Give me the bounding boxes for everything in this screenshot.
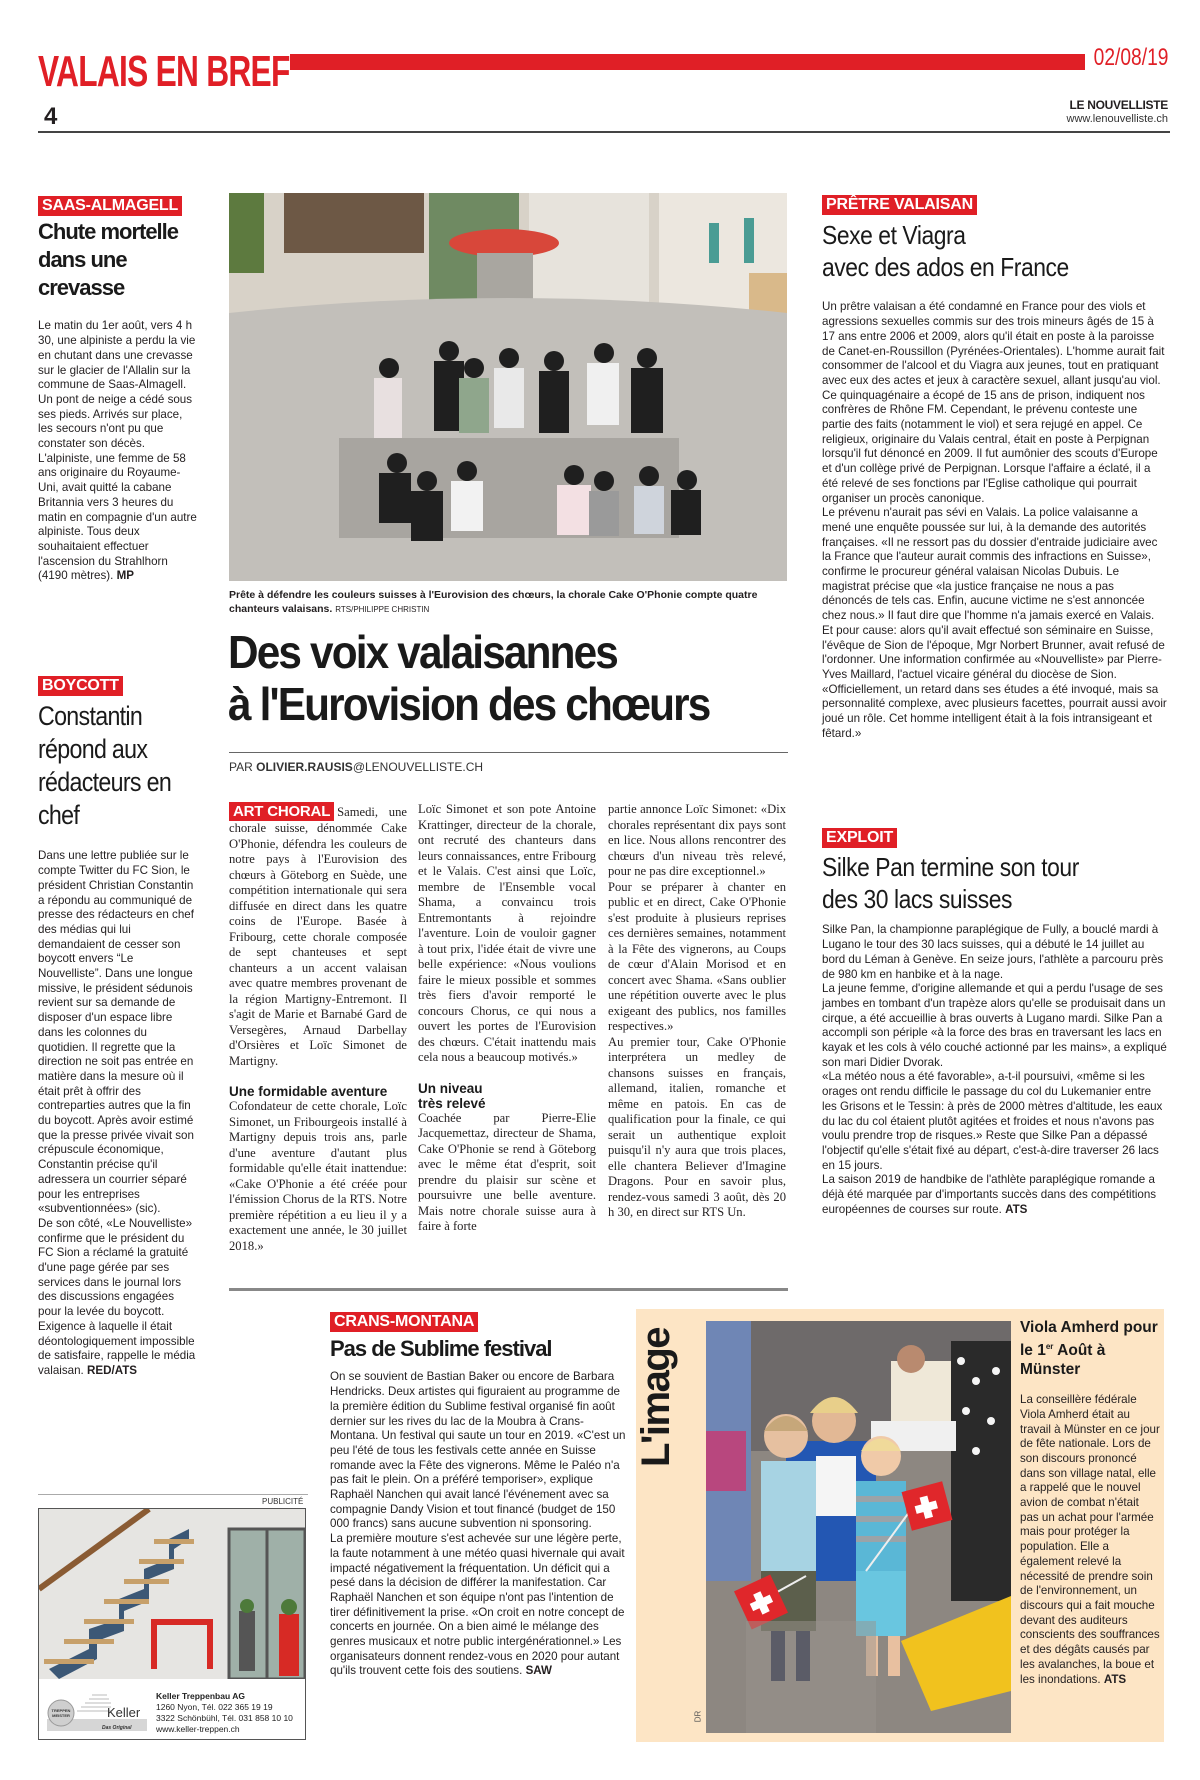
byline: PAR OLIVIER.RAUSIS@LENOUVELLISTE.CH xyxy=(229,760,484,774)
headline: Sexe et Viagra avec des ados en France xyxy=(822,220,1069,283)
headline: Silke Pan termine son tour des 30 lacs suisses xyxy=(822,852,1079,915)
article-exploit xyxy=(822,828,1167,1217)
kicker: BOYCOTT xyxy=(38,676,123,696)
article-boycott xyxy=(38,676,198,1379)
photo-caption: Prête à défendre les couleurs suisses à l'Eurovision des chœurs, la chorale Cake O'Phonie compte quatre chanteurs valaisans. RTS/PHILIPPE CHRISTIN xyxy=(229,589,758,615)
paragraph: partie annonce Loïc Simonet: «Dix chorales représentant dix pays sont en lice. Nous allons rencontrer des chœurs d'un niveau très relevé, pour ne pas dire exceptionnel.» xyxy=(608,802,786,878)
signature: RED/ATS xyxy=(87,1364,138,1377)
header-rule xyxy=(38,131,1170,133)
image-photo-credit: DR xyxy=(693,1710,703,1723)
svg-text:Das Original: Das Original xyxy=(102,1725,132,1731)
paragraph: Au premier tour, Cake O'Phonie interprétera un medley de chansons suisses en français, allemand, italien, romanche et même en patois. En cas de qualification pour la finale, ce qui serait un authentique exploit puisqu'il n'y aura que trois places, elle chantera Believer d'Imagine Dragons. Pour en savoir plus, rendez-vous samedi 3 août, dès 20 h 30, en direct sur RTS Un. xyxy=(608,1034,786,1219)
kicker: CRANS-MONTANA xyxy=(330,1312,478,1332)
paragraph: Cofondateur de cette chorale, Loïc Simonet, un Fribourgeois installé à Martigny depuis trois ans, parle d'une aventure d'autant plus formidable qu'elle était inattendue: «Cake O'Phonie a été créée pour l'émission Chorus de la RTS. Notre première répétition a eu lieu il y a exactement une année, le 30 juillet 2018.» xyxy=(229,1099,407,1253)
article-body: De son côté, «Le Nouvelliste» confirme que le président du FC Sion a réclamé la gratuité d'une page gérée par ses services dans le journal lors des discussions engagées pour la levée du boycott. Exigence à laquelle il était déontologiquement impossible de satisfaire, rappelle le média valaisan. RED/ATS xyxy=(38,1216,196,1377)
ad-photo xyxy=(39,1509,305,1679)
ad-rule xyxy=(38,1494,308,1495)
article-crans-montana xyxy=(330,1312,630,1679)
signature: SAW xyxy=(525,1664,552,1678)
article-pretre-valaisan xyxy=(822,195,1167,741)
subheading: Un niveau très relevé xyxy=(418,1080,486,1111)
headline: Constantin répond aux rédacteurs en chef xyxy=(38,701,172,831)
author-email[interactable]: OLIVIER.RAUSIS xyxy=(256,760,353,774)
paragraph: Pour se préparer à chanter en public et en direct, Cake O'Phonie s'est produite à plusieurs reprises ces dernières semaines, notamment à la Fête des vignerons, au Coups de cœur d'Alain Morisod et en concert avec Shama. «Sans oublier une répétition ouverte avec le plus exigeant des publics, nos familles respectives.» xyxy=(608,879,786,1033)
advertisement[interactable] xyxy=(38,1508,306,1740)
article-body: La conseillère fédérale Viola Amherd était au travail à Münster en ce jour de fête nationale. Lors de son discours prononcé dans son village natal, elle a rappelé que le nouvel avion de combat n'était pas un achat pour l'armée mais pour protéger la population. Elle a également relevé la nécessité de prendre soin de l'environnement, un discours qui a fait mouche devant des auditeurs conscients des souffrances et des dégâts causés par les avalanches, la boue et les inondations. ATS xyxy=(1020,1393,1160,1686)
page-number: 4 xyxy=(44,103,58,130)
image-feature-text xyxy=(1020,1318,1160,1687)
ad-contact-info: Keller Treppenbau AG 1260 Nyon, Tél. 022 365 19 19 3322 Schönbühl, Tél. 031 858 10 10 www.keller-treppen.ch xyxy=(156,1691,293,1734)
paragraph: Loïc Simonet et son pote Antoine Krattinger, directeur de la chorale, ont recruté des chanteurs dans leurs connaissances, entre Fribourg et le Valais. C'est ainsi que Loïc, membre de l'Ensemble vocal Shama, a convaincu trois Entremontants à rejoindre l'aventure. Loin de vouloir gagner à tout prix, l'idée était de vivre une belle expérience: «Nous voulions faire le mieux possible et sommes très fiers d'avoir remporté le concours Chorus, ce qui nous a ouvert les portes de l'Eurovision des chœurs. C'était inattendu mais cela nous a beaucoup motivés.» xyxy=(418,802,596,1064)
brand-url[interactable]: www.lenouvelliste.ch xyxy=(1066,113,1168,125)
svg-text:Keller: Keller xyxy=(107,1705,141,1720)
signature: MP xyxy=(116,569,135,583)
subheading: Une formidable aventure xyxy=(229,1084,388,1100)
image-feature-photo xyxy=(706,1321,1011,1733)
kicker: EXPLOIT xyxy=(822,828,897,848)
article-body: On se souvient de Bastian Baker ou encore de Barbara Hendricks. Deux artistes qui figuraient au programme de la première édition du Sublime festival organisé fin août dernier sur les rives du lac de la Moubra à Crans-Montana. Un festival qui saute un tour en 2019. «C'est un peu l'été de tous les festivals cette année en Suisse romande avec la Fête des vignerons. Même le Paléo n'a pas fait le plein. On a préféré temporiser», explique Raphaël Nanchen qui avait lancé l'événement avec sa compagnie Dandy Vision et tout financé (budget de 150 000 francs) sans aucune subvention ni sponsoring. La première mouture s'est achevée sur une légère perte, la faute notamment à une météo quasi hivernale qui avait impacté négativement la fréquentation. Un déficit qui a pesé dans la décision de différer la manifestation. Car Raphaël Nanchen et son équipe n'ont pas l'intention de tirer définitivement la prise. «On croit en notre concept de concerts en journée. On a bien aimé le mélange des genres musicaux et notre public intergénérationnel.» Les organisateurs donnent rendez-vous en 2020 pour autant qu'ils trouvent cette fois des soutiens. SAW xyxy=(330,1370,626,1678)
ad-website[interactable]: www.keller-treppen.ch xyxy=(156,1724,240,1734)
signature: ATS xyxy=(1103,1672,1127,1686)
headline: Chute mortelle dans une crevasse xyxy=(38,219,179,301)
article-column-3 xyxy=(608,802,786,1221)
brand-name: LE NOUVELLISTE xyxy=(1069,98,1168,112)
main-photo xyxy=(229,193,787,581)
byline-rule xyxy=(229,752,788,753)
headline: Pas de Sublime festival xyxy=(330,1336,552,1362)
ad-company: Keller Treppenbau AG xyxy=(156,1691,245,1701)
header-red-bar xyxy=(290,54,1085,70)
headline: Viola Amherd pour le 1er Août à Münster xyxy=(1020,1319,1158,1379)
article-column-1 xyxy=(229,802,407,1254)
article-body: Le matin du 1er août, vers 4 h 30, une alpiniste a perdu la vie en chutant dans une crevasse sur le glacier de l'Allalin sur la commune de Saas-Almagell. Un pont de neige a cédé sous ses pieds. Arrivés sur place, les secours n'ont pu que constater son décès. L'alpiniste, une femme de 58 ans originaire du Royaume-Uni, avait quitté la cabane Britannia vers 3 heures du matin en compagnie d'un autre alpiniste. Tous deux souhaitaient effectuer l'ascension du Strahlhorn (4190 mètres). MP xyxy=(38,319,197,583)
photo-credit: RTS/PHILIPPE CHRISTIN xyxy=(335,605,430,614)
ad-logo xyxy=(47,1689,147,1735)
svg-text:MEISTER: MEISTER xyxy=(52,1713,70,1718)
article-column-2 xyxy=(418,802,596,1235)
kicker: ART CHORAL xyxy=(229,802,334,821)
ad-label: PUBLICITÉ xyxy=(262,1497,304,1506)
kicker: PRÊTRE VALAISAN xyxy=(822,195,977,215)
svg-text:TREPPEN: TREPPEN xyxy=(51,1708,71,1713)
article-body: Dans une lettre publiée sur le compte Twitter du FC Sion, le président Christian Constantin a répondu au communiqué de presse des rédacteurs en chef des médias qui lui demandaient de cesser son boycott envers “Le Nouvelliste”. Dans une longue missive, le président sédunois revient sur sa demande de disposer d'un espace libre dans les colonnes du quotidien. Il regrette que la direction ne soit pas entrée en matière dans la mesure où il était prêt à offrir des contreparties autres que la fin du boycott. Après avoir estimé que la presse privée vivait son crépuscule économique, Constantin précise qu'il adressera un courrier séparé pour les entreprises «subventionnées» (sic). xyxy=(38,849,194,1216)
main-article-end-rule xyxy=(229,1288,788,1291)
section-title: VALAIS EN BREF xyxy=(38,47,290,96)
signature: ATS xyxy=(1005,1202,1028,1216)
article-saas-almagell xyxy=(38,196,198,584)
article-body: Un prêtre valaisan a été condamné en France pour des viols et agressions sexuelles commis sur des trois mineurs âgés de 15 à 17 ans entre 2006 et 2009, alors qu'il était en poste à la paroisse de Canet-en-Roussillon (Pyrénées-Orientales). L'homme aurait fait consommer de l'alcool et du Viagra aux jeunes, tout en pratiquant avec eux des actes et jeux à caractère sexuel, allant jusqu'au viol. Ce quinquagénaire a écopé de 15 ans de prison, indiquent nos confrères de Rhône FM. Cependant, le prévenu conteste une partie des faits (notamment le viol) et sera rejugé en appel. Ce religieux, originaire du Valais central, était en poste à Perpignan lorsqu'il fut dénoncé en 2009. Il fut aumônier des scouts d'Europe et d'un collège privé de Perpignan. Lorsque l'affaire a éclaté, il a été relevé de ses fonctions par l'Eglise catholique qui pourrait organiser un procès canonique. Le prévenu n'aurait pas sévi en Valais. La police valaisanne a mené une enquête poussée sur lui, à la demande des autorités françaises. «Il ne ressort pas du dossier d'entraide judiciaire avec la France que l'auteur aurait commis des infractions en Suisse», confirme le procureur général valaisan Nicolas Dubuis. Le magistrat précise que «la justice française ne nous a pas dénoncés de tels cas. Enfin, aucune victime ne s'est annoncée chez nous.» Il faut dire que l'homme n'a jamais exercé en Valais. Et pour cause: alors qu'il avait effectué son séminaire en Suisse, l'évêque de Sion de l'époque, Mgr Norbert Brunner, avait refusé de l'ordonner. Une information confirmée au «Nouvelliste» par Pierre-Yves Maillard, l'actuel vicaire général du diocèse de Sion. «Officiellement, un retard dans ses études a été invoqué, mais sa personnalité complexe, avec plusieurs facettes, pourrait aussi avoir joué un rôle. Cet homme intelligent était à la fois intransigeant et fêtard.» xyxy=(822,300,1167,740)
article-body: Silke Pan, la championne paraplégique de Fully, a bouclé mardi à Lugano le tour des 30 lacs suisses, qui a débuté le 14 juillet au bord du Léman à Genève. En seize jours, l'athlète a parcouru près de 980 km en hanbike et à la nage. La jeune femme, d'origine allemande et qui a perdu l'usage de ses jambes en tombant d'un trapèze alors qu'elle se produisait dans un cirque, a été accueillie à bras ouverts à Lugano mardi. Silke Pan a accompli son périple «à la force des bras en traversant les lacs en kayak et les cols à vélo couché actionné par les mains», a expliqué son mari Didier Dvorak. «La météo nous a été favorable», a-t-il poursuivi, «même si les orages ont rendu difficile le passage du col du Lukemanier entre les Grisons et le Tessin: à près de 2000 mètres d'altitude, les eaux du lac du col étaient plutôt agitées et froides et nous n'avons pas voulu prendre trop de risques.» Reste que Silke Pan a dépassé l'objectif qu'elle s'était fixé au départ, c'est-à-dire traverser 26 lacs en 15 jours. La saison 2019 de handbike de l'athlète paraplégique romande a déjà été marquée par d'importants succès dans des compétitions européennes de courses sur route. ATS xyxy=(822,923,1167,1216)
kicker: SAAS-ALMAGELL xyxy=(38,196,182,216)
issue-date: 02/08/19 xyxy=(1093,44,1168,71)
paragraph: Coachée par Pierre-Elie Jacquemettaz, directeur de Shama, Cake O'Phonie se rend à Göteborg avec le même état d'esprit, soit prendre du plaisir sur scène et poursuivre une belle aventure. Mais notre chorale suisse aura à faire à forte xyxy=(418,1110,596,1233)
paragraph: ART CHORAL Samedi, une chorale suisse, dénommée Cake O'Phonie, défendra les couleurs de notre pays à l'Eurovision des chœurs à Göteborg en Suède, une compétition internationale qui sera diffusée en direct dans les quatre coins de l'Europe. Basée à Fribourg, cette chorale composée de sept chanteuses et sept chanteurs a un accent valaisan avec quatre membres provenant de la région Martigny-Entremont. Il s'agit de Marie et Barnabé Gard de Versegères, Arnaud Darbellay d'Orsières et Loïc Simonet de Martigny. xyxy=(229,803,407,1068)
main-headline: Des voix valaisannes à l'Eurovision des chœurs xyxy=(228,626,710,730)
image-feature-label: L'image xyxy=(634,1327,679,1468)
